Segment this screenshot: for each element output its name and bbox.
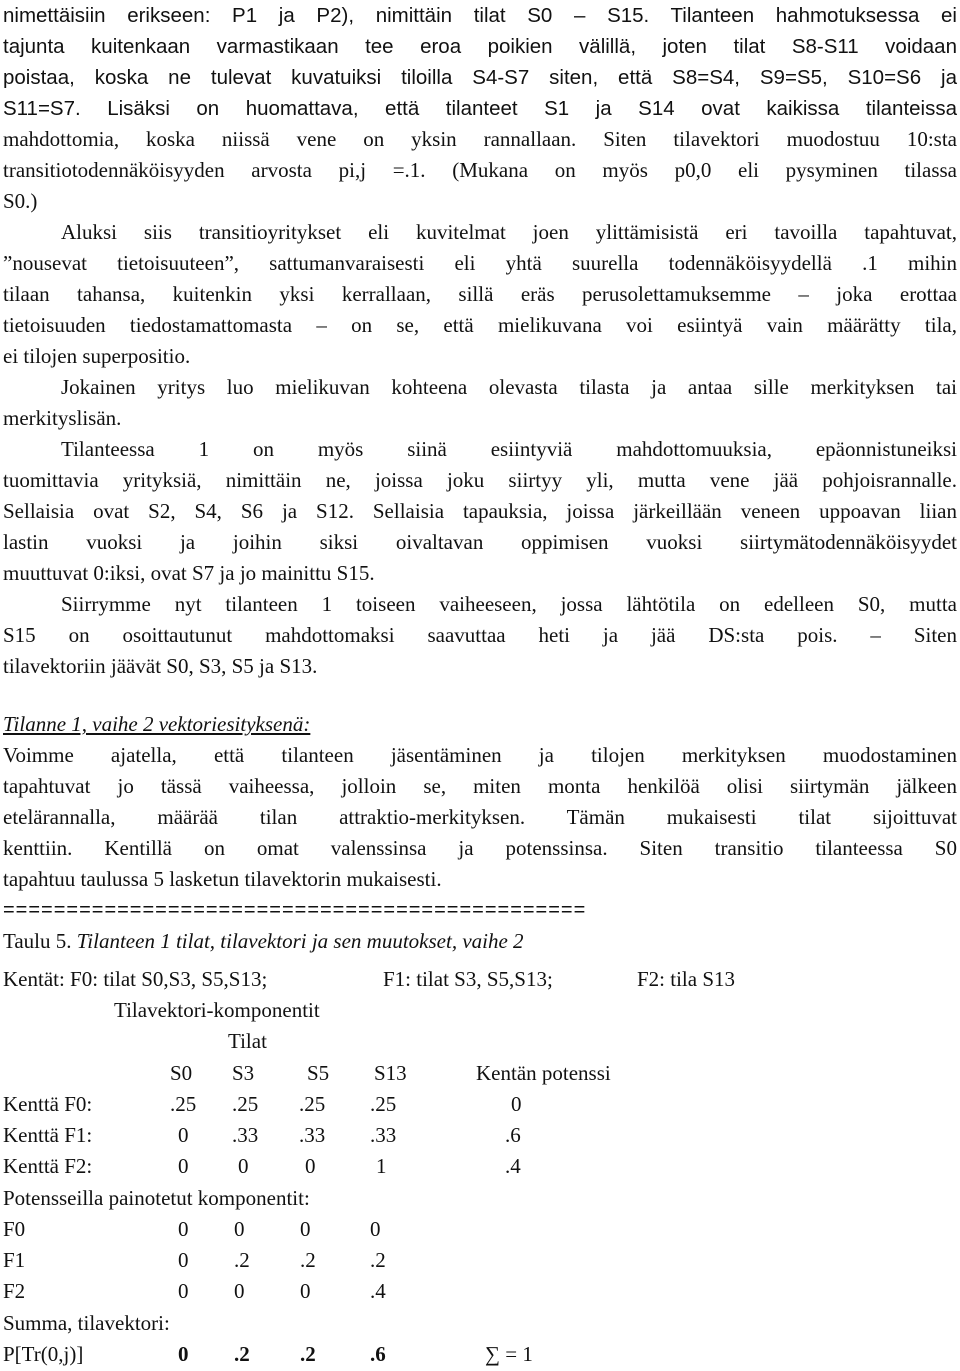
table-cell: 0 — [178, 1248, 189, 1272]
text-line: S15 on osoittautunut mahdottomaksi saavuttaa heti ja jää DS:sta pois. – Siten — [3, 623, 957, 647]
table-cell: 0 — [511, 1092, 522, 1116]
text-line: poistaa, koska ne tulevat kuvatuiksi tiloilla S4-S7 siten, että S8=S4, S9=S5, S10=S6 ja — [3, 66, 957, 89]
table-row — [3, 1151, 957, 1182]
table-row — [3, 1089, 957, 1120]
table-cell: .2 — [370, 1248, 386, 1272]
row-label: Kenttä F0: — [3, 1092, 93, 1116]
row-label: Kenttä F2: — [3, 1154, 93, 1178]
paragraph-intro — [3, 0, 957, 217]
weighted-title: Potensseilla painotetut komponentit: — [3, 1186, 310, 1210]
table-cell: 0 — [238, 1154, 249, 1178]
header-s13: S13 — [374, 1061, 407, 1085]
text-line: tilavektoriin jäävät S0, S3, S5 ja S13. — [3, 654, 318, 678]
table-cell: .25 — [232, 1092, 259, 1116]
sum-total: ∑ = 1 — [485, 1342, 533, 1366]
table-cell: 0 — [178, 1154, 189, 1178]
text-line: Siirrymme nyt tilanteen 1 toiseen vaiheeseen, jossa lähtötila on edelleen S0, mutta — [61, 592, 957, 616]
components-title: Tilavektori-komponentit — [114, 998, 320, 1022]
table-cell: .25 — [299, 1092, 326, 1116]
sum-value: .2 — [300, 1342, 316, 1366]
sum-label: P[Tr(0,j)] — [3, 1342, 84, 1366]
table-cell: 0 — [305, 1154, 316, 1178]
sum-value: .6 — [370, 1342, 386, 1366]
text-line: lastin vuoksi ja joihin siksi oivaltavan oppimisen vuoksi siirtymätodennäköisyydet — [3, 530, 957, 554]
sum-value: 0 — [178, 1342, 189, 1366]
text-line: tilaan tahansa, kuitenkin yksi kerrallaan, sillä eräs perusolettamuksemme – joka erottaa — [3, 282, 957, 306]
text-line: Jokainen yritys luo mielikuvan kohteena olevasta tilasta ja antaa sille merkityksen tai — [61, 375, 957, 399]
weighted-row — [3, 1245, 957, 1276]
paragraph-structuring — [3, 740, 957, 895]
fields-line — [3, 964, 957, 995]
table-cell: .33 — [232, 1123, 259, 1147]
table-cell: .33 — [370, 1123, 397, 1147]
table-cell: 0 — [178, 1123, 189, 1147]
table-cell: .6 — [505, 1123, 521, 1147]
weighted-row — [3, 1276, 957, 1307]
document-page — [3, 0, 957, 957]
fields-f2: F2: tila S13 — [637, 967, 736, 991]
table-cell: 0 — [178, 1217, 189, 1241]
section-caption: Tilanne 1, vaihe 2 vektoriesityksenä: — [3, 712, 311, 736]
states-title: Tilat — [228, 1029, 267, 1053]
table-label-prefix: Taulu 5. — [3, 929, 72, 953]
table-cell: .2 — [300, 1248, 316, 1272]
row-label: F2 — [3, 1279, 26, 1303]
text-line: S0.) — [3, 189, 38, 213]
text-line: tietoisuuden tiedostamattomasta – on se, että mielikuvana voi esiintyä vain määrätty tila, — [3, 313, 957, 337]
table-cell: 0 — [234, 1279, 245, 1303]
fields-f1: F1: tilat S3, S5,S13; — [383, 967, 553, 991]
table-label-title: Tilanteen 1 tilat, tilavektori ja sen muutokset, vaihe 2 — [76, 929, 524, 953]
paragraph-second-phase — [3, 589, 957, 682]
sum-row — [3, 1339, 957, 1370]
row-label: F0 — [3, 1217, 26, 1241]
table-label — [3, 926, 957, 957]
table-cell: .25 — [170, 1092, 197, 1116]
text-line: tapahtuu taulussa 5 lasketun tilavektorin mukaisesti. — [3, 867, 442, 891]
table-cell: .4 — [370, 1279, 386, 1303]
text-line: tuomittavia yrityksiä, nimittäin ne, joissa joku siirtyy yli, mutta vene jää pohjoisrannalle. — [3, 468, 957, 492]
row-label: F1 — [3, 1248, 26, 1272]
paragraph-impossibilities — [3, 434, 957, 589]
text-line: mahdottomia, koska niissä vene on yksin rannallaan. Siten tilavektori muodostuu 10:sta — [3, 127, 957, 151]
paragraph-transition-attempts — [3, 217, 957, 372]
fields-f0: Kentät: F0: tilat S0,S3, S5,S13; — [3, 967, 268, 991]
header-potenssi: Kentän potenssi — [476, 1061, 611, 1085]
separator-rule: ============================================== — [3, 899, 587, 921]
text-line: transitiotodennäköisyyden arvosta pi,j =.1. (Mukana on myös p0,0 eli pysyminen tilassa — [3, 158, 957, 182]
text-line: S11=S7. Lisäksi on huomattava, että tilanteet S1 ja S14 ovat kaikissa tilanteissa — [3, 97, 957, 120]
text-line: merkityslisän. — [3, 406, 122, 430]
text-line: Tilanteessa 1 on myös siinä esiintyviä mahdottomuuksia, epäonnistuneiksi — [61, 437, 957, 461]
sum-title: Summa, tilavektori: — [3, 1311, 170, 1335]
text-line: ei tilojen superpositio. — [3, 344, 191, 368]
table-cell: 0 — [234, 1217, 245, 1241]
table-cell: .25 — [370, 1092, 397, 1116]
table-cell: 0 — [178, 1279, 189, 1303]
sum-value: .2 — [234, 1342, 250, 1366]
table-cell: 0 — [370, 1217, 381, 1241]
text-line: tapahtuvat jo tässä vaiheessa, jolloin se, miten monta henkilöä olisi siirtymän jälkeen — [3, 774, 957, 798]
paragraph-each-attempt — [3, 372, 957, 434]
text-line: tajunta kuitenkaan varmastikaan tee eroa poikien välillä, joten tilat S8-S11 voidaan — [3, 35, 957, 58]
text-line: ”nousevat tietoisuuteen”, sattumanvaraisesti eli yhtä suurella todennäköisyydellä .1 mihin — [3, 251, 957, 275]
table-cell: 1 — [376, 1154, 387, 1178]
header-s0: S0 — [170, 1061, 193, 1085]
header-s3: S3 — [232, 1061, 255, 1085]
table-header-row — [3, 1058, 957, 1089]
text-line: Voimme ajatella, että tilanteen jäsentäminen ja tilojen merkityksen muodostaminen — [3, 743, 957, 767]
text-line: kenttiin. Kentillä on omat valenssinsa ja potenssinsa. Siten transitio tilanteessa S0 — [3, 836, 957, 860]
row-label: Kenttä F1: — [3, 1123, 93, 1147]
weighted-row — [3, 1214, 957, 1245]
text-line: Sellaisia ovat S2, S4, S6 ja S12. Sellaisia tapauksia, joissa järkeillään veneen uppoavan liian — [3, 499, 957, 523]
text-line: muuttuvat 0:iksi, ovat S7 ja jo mainittu S15. — [3, 561, 375, 585]
table-cell: 0 — [300, 1279, 311, 1303]
text-line: etelärannalla, määrää tilan attraktio-merkityksen. Tämän mukaisesti tilat sijoittuvat — [3, 805, 957, 829]
text-line: nimettäisiin erikseen: P1 ja P2), nimittäin tilat S0 – S15. Tilanteen hahmotuksessa ei — [3, 4, 957, 27]
table-cell: 0 — [300, 1217, 311, 1241]
table-cell: .33 — [299, 1123, 326, 1147]
table-cell: .2 — [234, 1248, 250, 1272]
header-s5: S5 — [307, 1061, 330, 1085]
text-line: Aluksi siis transitioyritykset eli kuvitelmat joen ylittämisistä eri tavoilla tapahtuvat, — [61, 220, 957, 244]
table-cell: .4 — [505, 1154, 521, 1178]
table-row — [3, 1120, 957, 1151]
